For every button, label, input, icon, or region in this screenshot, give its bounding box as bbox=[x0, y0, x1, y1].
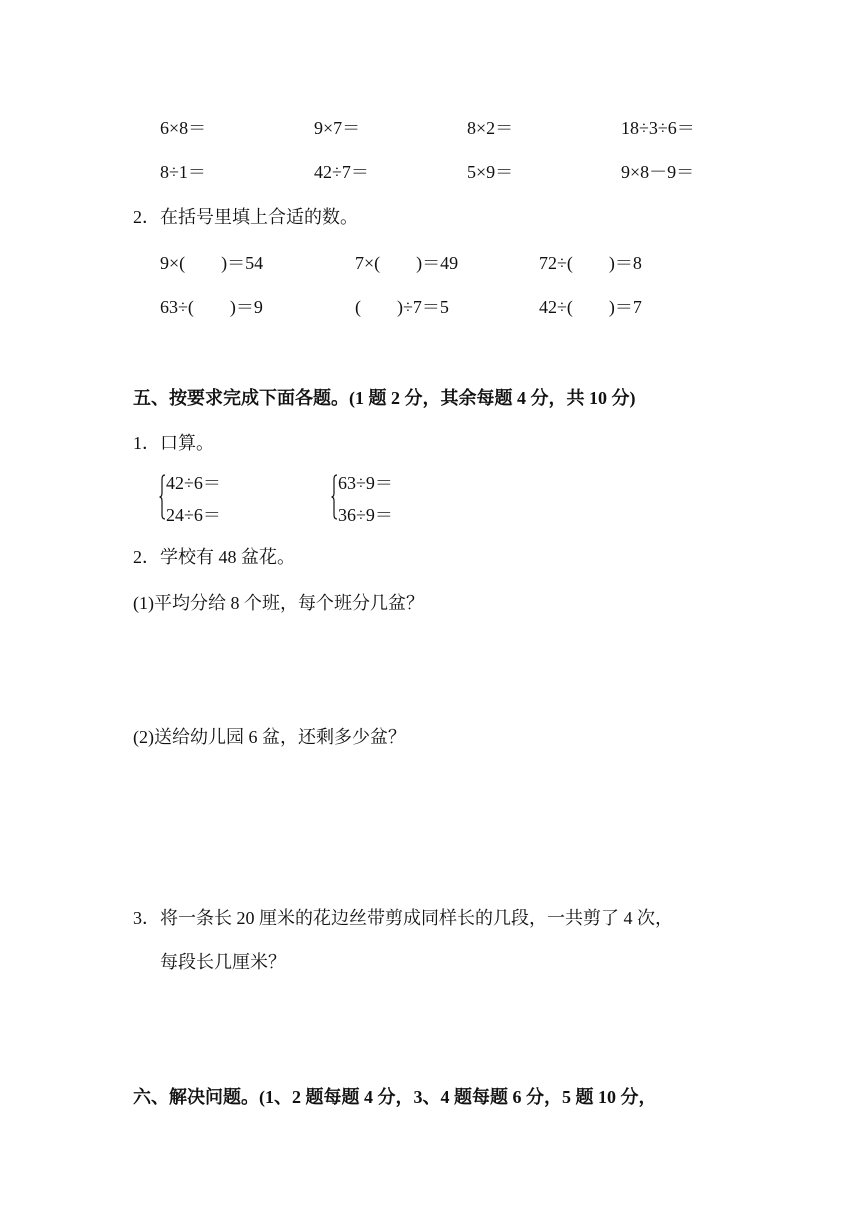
calc-item: 24÷6＝ bbox=[166, 505, 221, 525]
calc-item: 42÷6＝ bbox=[166, 473, 221, 493]
question-title: 1．口算。 bbox=[133, 433, 214, 453]
fill-blank-item: 9×( )＝54 bbox=[160, 253, 264, 273]
calc-item: 8×2＝ bbox=[467, 118, 514, 138]
sub-question: (2)送给幼儿园 6 盆，还剩多少盆？ bbox=[133, 727, 406, 747]
fill-blank-item: 7×( )＝49 bbox=[355, 253, 459, 273]
question-continuation: 每段长几厘米？ bbox=[160, 952, 286, 972]
question-title: 2．学校有 48 盆花。 bbox=[133, 547, 295, 567]
fill-blank-item: 72÷( )＝8 bbox=[539, 253, 642, 273]
calc-item: 6×8＝ bbox=[160, 118, 207, 138]
question-title: 2．在括号里填上合适的数。 bbox=[133, 207, 358, 227]
fill-blank-item: 63÷( )＝9 bbox=[160, 297, 263, 317]
section-heading: 六、解决问题。(1、2 题每题 4 分，3、4 题每题 6 分，5 题 10 分， bbox=[133, 1087, 657, 1107]
section-heading: 五、按要求完成下面各题。(1 题 2 分，其余每题 4 分，共 10 分) bbox=[133, 388, 636, 408]
calc-item: 18÷3÷6＝ bbox=[621, 118, 695, 138]
calc-item: 5×9＝ bbox=[467, 162, 514, 182]
calc-item: 9×7＝ bbox=[314, 118, 361, 138]
left-brace-icon bbox=[159, 474, 166, 520]
sub-question: (1)平均分给 8 个班，每个班分几盆？ bbox=[133, 593, 424, 613]
calc-item: 42÷7＝ bbox=[314, 162, 369, 182]
left-brace-icon bbox=[331, 474, 338, 520]
calc-item: 9×8－9＝ bbox=[621, 162, 695, 182]
calc-item: 63÷9＝ bbox=[338, 473, 393, 493]
fill-blank-item: 42÷( )＝7 bbox=[539, 297, 642, 317]
fill-blank-item: ( )÷7＝5 bbox=[355, 297, 449, 317]
calc-item: 8÷1＝ bbox=[160, 162, 206, 182]
calc-item: 36÷9＝ bbox=[338, 505, 393, 525]
question-title: 3．将一条长 20 厘米的花边丝带剪成同样长的几段，一共剪了 4 次， bbox=[133, 908, 673, 928]
